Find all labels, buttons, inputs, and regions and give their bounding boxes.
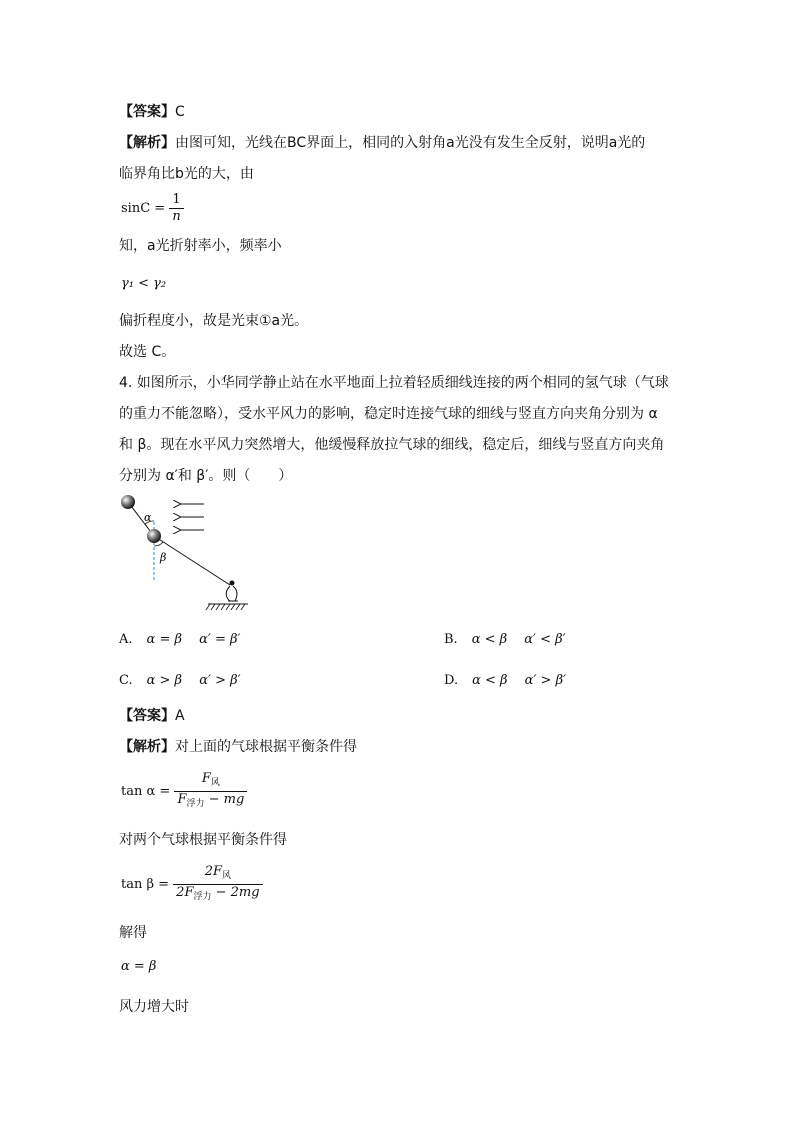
eq1-numerator xyxy=(174,771,247,791)
eq1-den-tail: − mg xyxy=(204,792,245,807)
formula-fraction xyxy=(169,192,183,225)
balloon-figure xyxy=(112,490,252,615)
answer-line-2 xyxy=(119,706,185,726)
analysis-label: 【解析】 xyxy=(119,135,175,151)
analysis2-line-2: 对两个气球根据平衡条件得 xyxy=(119,832,287,848)
answer-value: C xyxy=(175,104,185,120)
analysis2-line-1 xyxy=(119,737,357,757)
analysis-line-3: 知，a光折射率小，频率小 xyxy=(119,238,282,254)
question-4-line-1: 4. 如图所示，小华同学静止站在水平地面上拉着轻质细线连接的两个相同的氢气球（气球 xyxy=(119,375,669,391)
eq2-num-symbol: 2F xyxy=(204,864,222,879)
option-b-expr: α < β α′ < β′ xyxy=(471,632,566,647)
equation-tan-alpha xyxy=(121,771,247,812)
eq2-denominator xyxy=(173,884,262,905)
analysis2-text: 对上面的气球根据平衡条件得 xyxy=(175,739,357,755)
analysis2-line-4: 风力增大时 xyxy=(119,999,189,1015)
eq1-lhs: tan α = xyxy=(121,784,171,799)
option-a xyxy=(119,628,240,647)
answer-label-2: 【答案】 xyxy=(119,708,175,724)
formula-lhs: sinC = xyxy=(121,201,166,216)
option-d-letter: D. xyxy=(444,673,459,688)
eq2-fraction xyxy=(173,864,262,905)
eq3-text: α = β xyxy=(121,959,157,974)
formula-sinC xyxy=(121,192,184,225)
option-b xyxy=(444,628,566,647)
formula-gamma-text: γ₁ < γ₂ xyxy=(121,276,167,291)
eq2-den-symbol: 2F xyxy=(176,885,194,900)
analysis-line-4: 偏折程度小，故是光束①a光。 xyxy=(119,313,309,329)
eq2-numerator xyxy=(173,864,262,884)
formula-numerator: 1 xyxy=(172,192,181,207)
analysis-line-2: 临界角比b光的大，由 xyxy=(119,166,254,182)
eq2-num-subscript: 风 xyxy=(222,871,232,881)
option-c xyxy=(119,669,241,688)
analysis-label-2: 【解析】 xyxy=(119,739,175,755)
option-a-letter: A. xyxy=(119,632,133,647)
analysis2-line-3: 解得 xyxy=(119,925,147,941)
question-4-line-2: 的重力不能忽略），受水平风力的影响，稳定时连接气球的细线与竖直方向夹角分别为 α xyxy=(119,406,658,422)
option-c-expr: α > β α′ > β′ xyxy=(146,673,241,688)
option-a-expr: α = β α′ = β′ xyxy=(146,632,241,647)
eq2-den-tail: − 2mg xyxy=(211,885,260,900)
question-4-line-4: 分别为 α′和 β′。则（ ） xyxy=(119,468,293,484)
eq2-den-subscript: 浮力 xyxy=(193,892,212,902)
lower-balloon xyxy=(147,529,161,543)
alpha-label: α xyxy=(144,511,152,524)
eq1-den-symbol: F xyxy=(177,792,187,807)
option-b-letter: B. xyxy=(444,632,458,647)
analysis-text: 由图可知，光线在BC界面上，相同的入射角a光没有发生全反射，说明a光的 xyxy=(175,135,646,151)
analysis-line-5: 故选 C。 xyxy=(119,344,176,360)
answer-label: 【答案】 xyxy=(119,104,175,120)
option-d-expr: α < β α′ > β′ xyxy=(472,673,567,688)
eq2-lhs: tan β = xyxy=(121,877,170,892)
answer-value-2: A xyxy=(175,708,185,724)
analysis-line-1 xyxy=(119,133,645,153)
equation-tan-beta xyxy=(121,864,263,905)
upper-balloon xyxy=(121,495,135,509)
equation-result xyxy=(121,959,156,974)
option-d xyxy=(444,669,566,688)
formula-denominator: n xyxy=(169,208,183,225)
eq1-fraction xyxy=(174,771,247,812)
eq1-denominator xyxy=(174,791,247,812)
eq1-num-subscript: 风 xyxy=(210,778,220,788)
eq1-num-symbol: F xyxy=(201,771,211,786)
answer-line-1 xyxy=(119,102,185,122)
question-4-line-3: 和 β。现在水平风力突然增大，他缓慢释放拉气球的细线，稳定后，细线与竖直方向夹角 xyxy=(119,437,665,453)
eq1-den-subscript: 浮力 xyxy=(186,799,205,809)
ground-hatch xyxy=(206,604,248,610)
option-c-letter: C. xyxy=(119,673,133,688)
beta-label: β xyxy=(160,551,167,564)
formula-gamma xyxy=(121,276,166,291)
